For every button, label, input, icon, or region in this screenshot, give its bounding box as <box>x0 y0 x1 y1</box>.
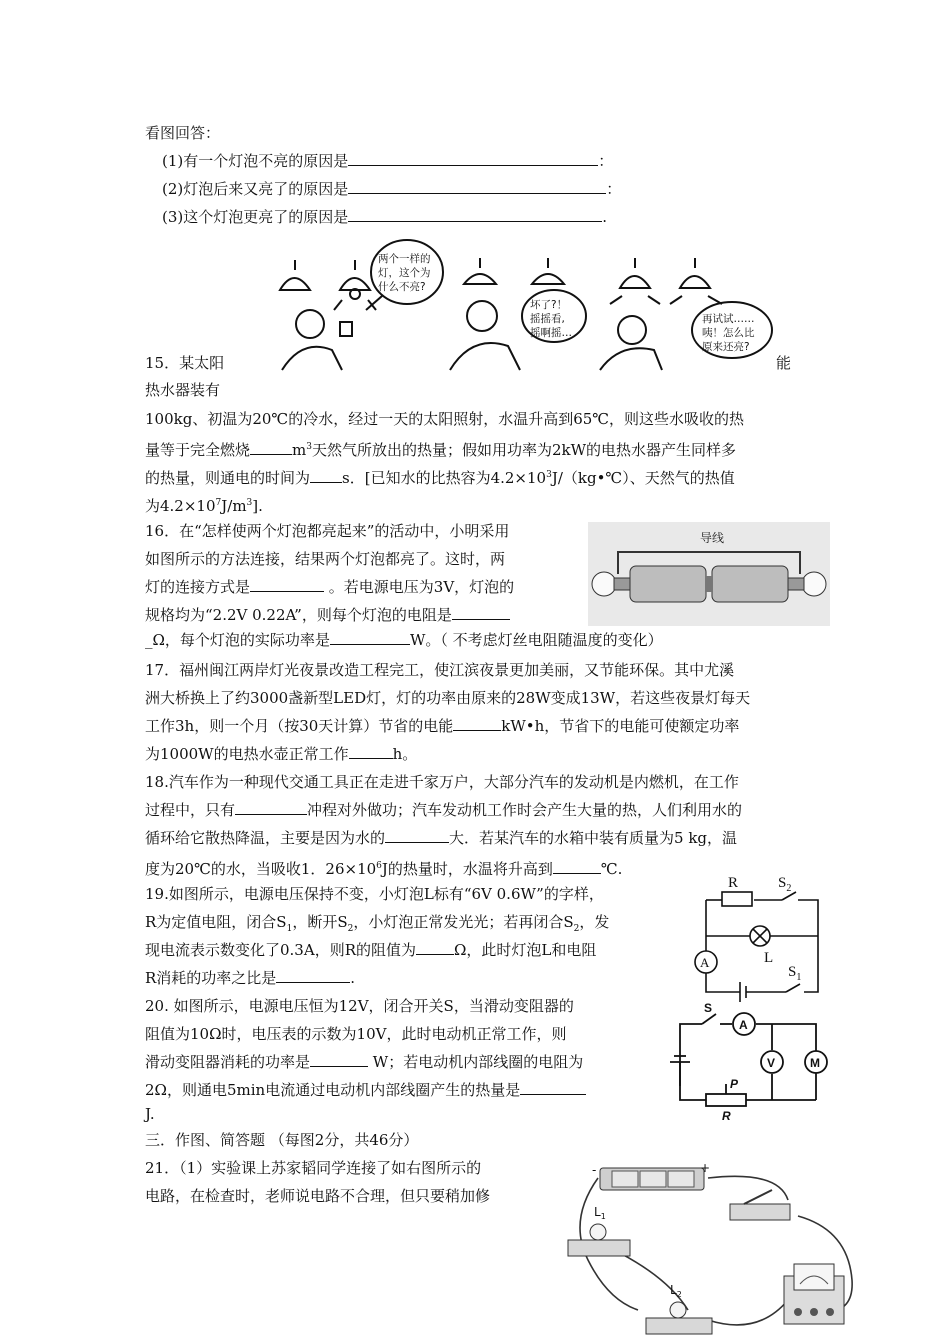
intro-text: 看图回答： <box>145 124 221 142</box>
label-S2: $S_2$ <box>778 875 792 894</box>
q20-blank2[interactable] <box>520 1080 586 1095</box>
q17-blank1[interactable] <box>453 716 501 731</box>
q15-start-end: 能 <box>776 354 792 372</box>
q16-line3: 灯的连接方式是 。若电源电压为3V，灯泡的 <box>145 578 515 596</box>
bubble1-line3: 什么不亮? <box>378 281 426 293</box>
label-L1: $L_1$ <box>594 1205 606 1221</box>
q15-blank1[interactable] <box>250 440 292 455</box>
circuit-diagram-q20 <box>646 1000 830 1122</box>
label-R: R <box>728 875 739 891</box>
q18-line2: 过程中，只有 冲程对外做功；汽车发动机工作时会产生大量的热，人们利用水的 <box>145 801 743 819</box>
q16-line5: _Ω，每个灯泡的实际功率是 W。（ 不考虑灯丝电阻随温度的变化） <box>145 631 663 649</box>
voltmeter-label: V <box>767 1056 776 1070</box>
bubble1-line1: 两个一样的 <box>378 253 431 265</box>
q19-blank1[interactable] <box>416 940 454 955</box>
battery-minus: - <box>592 1163 597 1177</box>
q14-blank2[interactable] <box>348 179 606 194</box>
q19-line1: 19.如图所示，电源电压保持不变，小灯泡L标有“6V 0.6W”的字样， <box>145 885 604 903</box>
q14-line1: (1)有一个灯泡不亮的原因是 ： <box>162 152 614 170</box>
bubble2-line2: 摇摇看, <box>530 313 565 325</box>
q16-line2: 如图所示的方法连接，结果两个灯泡都亮了。这时，两 <box>145 550 506 568</box>
bubble1-line2: 灯，这个为 <box>378 267 431 279</box>
q17-line3: 工作3h，则一个月（按30天计算）节省的电能 kW•h，节省下的电能可使额定功率 <box>145 717 740 735</box>
battery-bulbs-figure <box>588 522 830 626</box>
bubble3-line1: 再试试…… <box>702 313 755 325</box>
label-S1: $S_1$ <box>788 964 802 983</box>
q20-line3: 滑动变阻器消耗的功率是 W；若电动机内部线圈的电阻为 <box>145 1053 584 1071</box>
q20-line5: J. <box>145 1105 155 1123</box>
q18-blank3[interactable] <box>553 859 601 874</box>
q20-line4: 2Ω，则通电5min电流通过电动机内部线圈产生的热量是 <box>145 1080 586 1100</box>
q14-line3: (3)这个灯泡更亮了的原因是 . <box>162 208 608 226</box>
light-bulb-cartoon <box>262 238 780 374</box>
label-R-q20: R <box>722 1109 731 1122</box>
q18-line1: 18.汽车作为一种现代交通工具正在走进千家万户，大部分汽车的发动机是内燃机，在工作 <box>145 773 739 791</box>
q19-line2: R为定值电阻，闭合$S_1$，断开$S_2$，小灯泡正常发光光；若再闭合$S_2$，发 <box>145 913 610 934</box>
label-L2: $L_2$ <box>670 1283 682 1299</box>
q17-line2: 洲大桥换上了约3000盏新型LED灯，灯的功率由原来的28W变成13W，若这些夜景灯每天 <box>145 689 751 707</box>
q21-line2: 电路，在检查时，老师说电路不合理，但只要稍加修 <box>145 1187 491 1205</box>
q15-blank2[interactable] <box>310 468 342 483</box>
q15-line3: 100kg、初温为20℃的冷水，经过一天的太阳照射，水温升高到65℃，则这些水吸收的热 <box>145 410 745 428</box>
q18-blank2[interactable] <box>385 828 449 843</box>
wire-label: 导线 <box>700 531 725 545</box>
label-S: S <box>704 1001 713 1015</box>
q18-line3: 循环给它散热降温，主要是因为水的 大．若某汽车的水箱中装有质量为5 kg，温 <box>145 829 738 847</box>
q20-blank1[interactable] <box>310 1052 368 1067</box>
label-L: L <box>764 950 774 966</box>
q17-blank2[interactable] <box>349 744 393 759</box>
q20-line1: 20. 如图所示，电源电压恒为12V，闭合开关S，当滑动变阻器的 <box>145 997 574 1015</box>
physical-circuit-figure <box>558 1160 858 1344</box>
q15-line4: 量等于完全燃烧 $m^3$天然气所放出的热量；假如用功率为2kW的电热水器产生同样多 <box>145 441 737 459</box>
q14-line2: (2)灯泡后来又亮了的原因是 ： <box>162 180 622 198</box>
label-P: P <box>730 1077 739 1091</box>
q16-blank3[interactable] <box>330 630 410 645</box>
q16-blank2[interactable] <box>452 605 510 620</box>
bubble2-line3: 摇啊摇… <box>530 327 572 339</box>
q15-line5: 的热量，则通电的时间为 s．[已知水的比热容为$4.2\times 10^3J/(kg•℃)$、天然气的热值 <box>145 469 735 487</box>
ammeter-label-q20: A <box>739 1018 748 1032</box>
bubble3-line3: 原来还亮? <box>702 341 750 353</box>
circuit-diagram-q19 <box>682 870 824 1002</box>
q19-blank2[interactable] <box>276 968 350 983</box>
bubble3-line2: 咦！怎么比 <box>702 327 755 339</box>
q21-line1: 21．（1）实验课上苏家韬同学连接了如右图所示的 <box>145 1159 482 1177</box>
q17-line1: 17．福州闽江两岸灯光夜景改造工程完工，使江滨夜景更加美丽，又节能环保。其中尤溪 <box>145 661 735 679</box>
q17-line4: 为1000W的电热水壶正常工作 h。 <box>145 745 418 763</box>
q18-blank1[interactable] <box>235 800 307 815</box>
q20-line2: 阻值为10Ω时，电压表的示数为10V，此时电动机正常工作，则 <box>145 1025 567 1043</box>
bubble2-line1: 坏了?！ <box>530 299 568 311</box>
q15-start: 15．某太阳 <box>145 354 225 372</box>
q16-line1: 16．在“怎样使两个灯泡都亮起来”的活动中，小明采用 <box>145 522 510 540</box>
q19-line3: 现电流表示数变化了0.3A，则R的阻值为 Ω，此时灯泡L和电阻 <box>145 941 597 959</box>
motor-label: M <box>810 1056 820 1070</box>
ammeter-label: A <box>700 955 710 970</box>
q15-line6: 为$4.2\times 10^7J/m^3$]. <box>145 497 263 515</box>
q18-line4: 度为20℃的水，当吸收1．$26\times 10^6J$的热量时，水温将升高到 ℃. <box>145 860 623 878</box>
q19-line4: R消耗的功率之比是 . <box>145 969 356 987</box>
q16-line4: 规格均为“2.2V 0.22A”，则每个灯泡的电阻是 <box>145 605 510 625</box>
q14-blank3[interactable] <box>348 207 602 222</box>
q14-blank1[interactable] <box>348 151 598 166</box>
battery-plus: + <box>700 1161 711 1175</box>
q15-line2: 热水器装有 <box>145 381 221 399</box>
section-3-heading: 三．作图、简答题 （每图2分，共46分） <box>145 1131 419 1149</box>
q16-blank1[interactable] <box>250 577 324 592</box>
